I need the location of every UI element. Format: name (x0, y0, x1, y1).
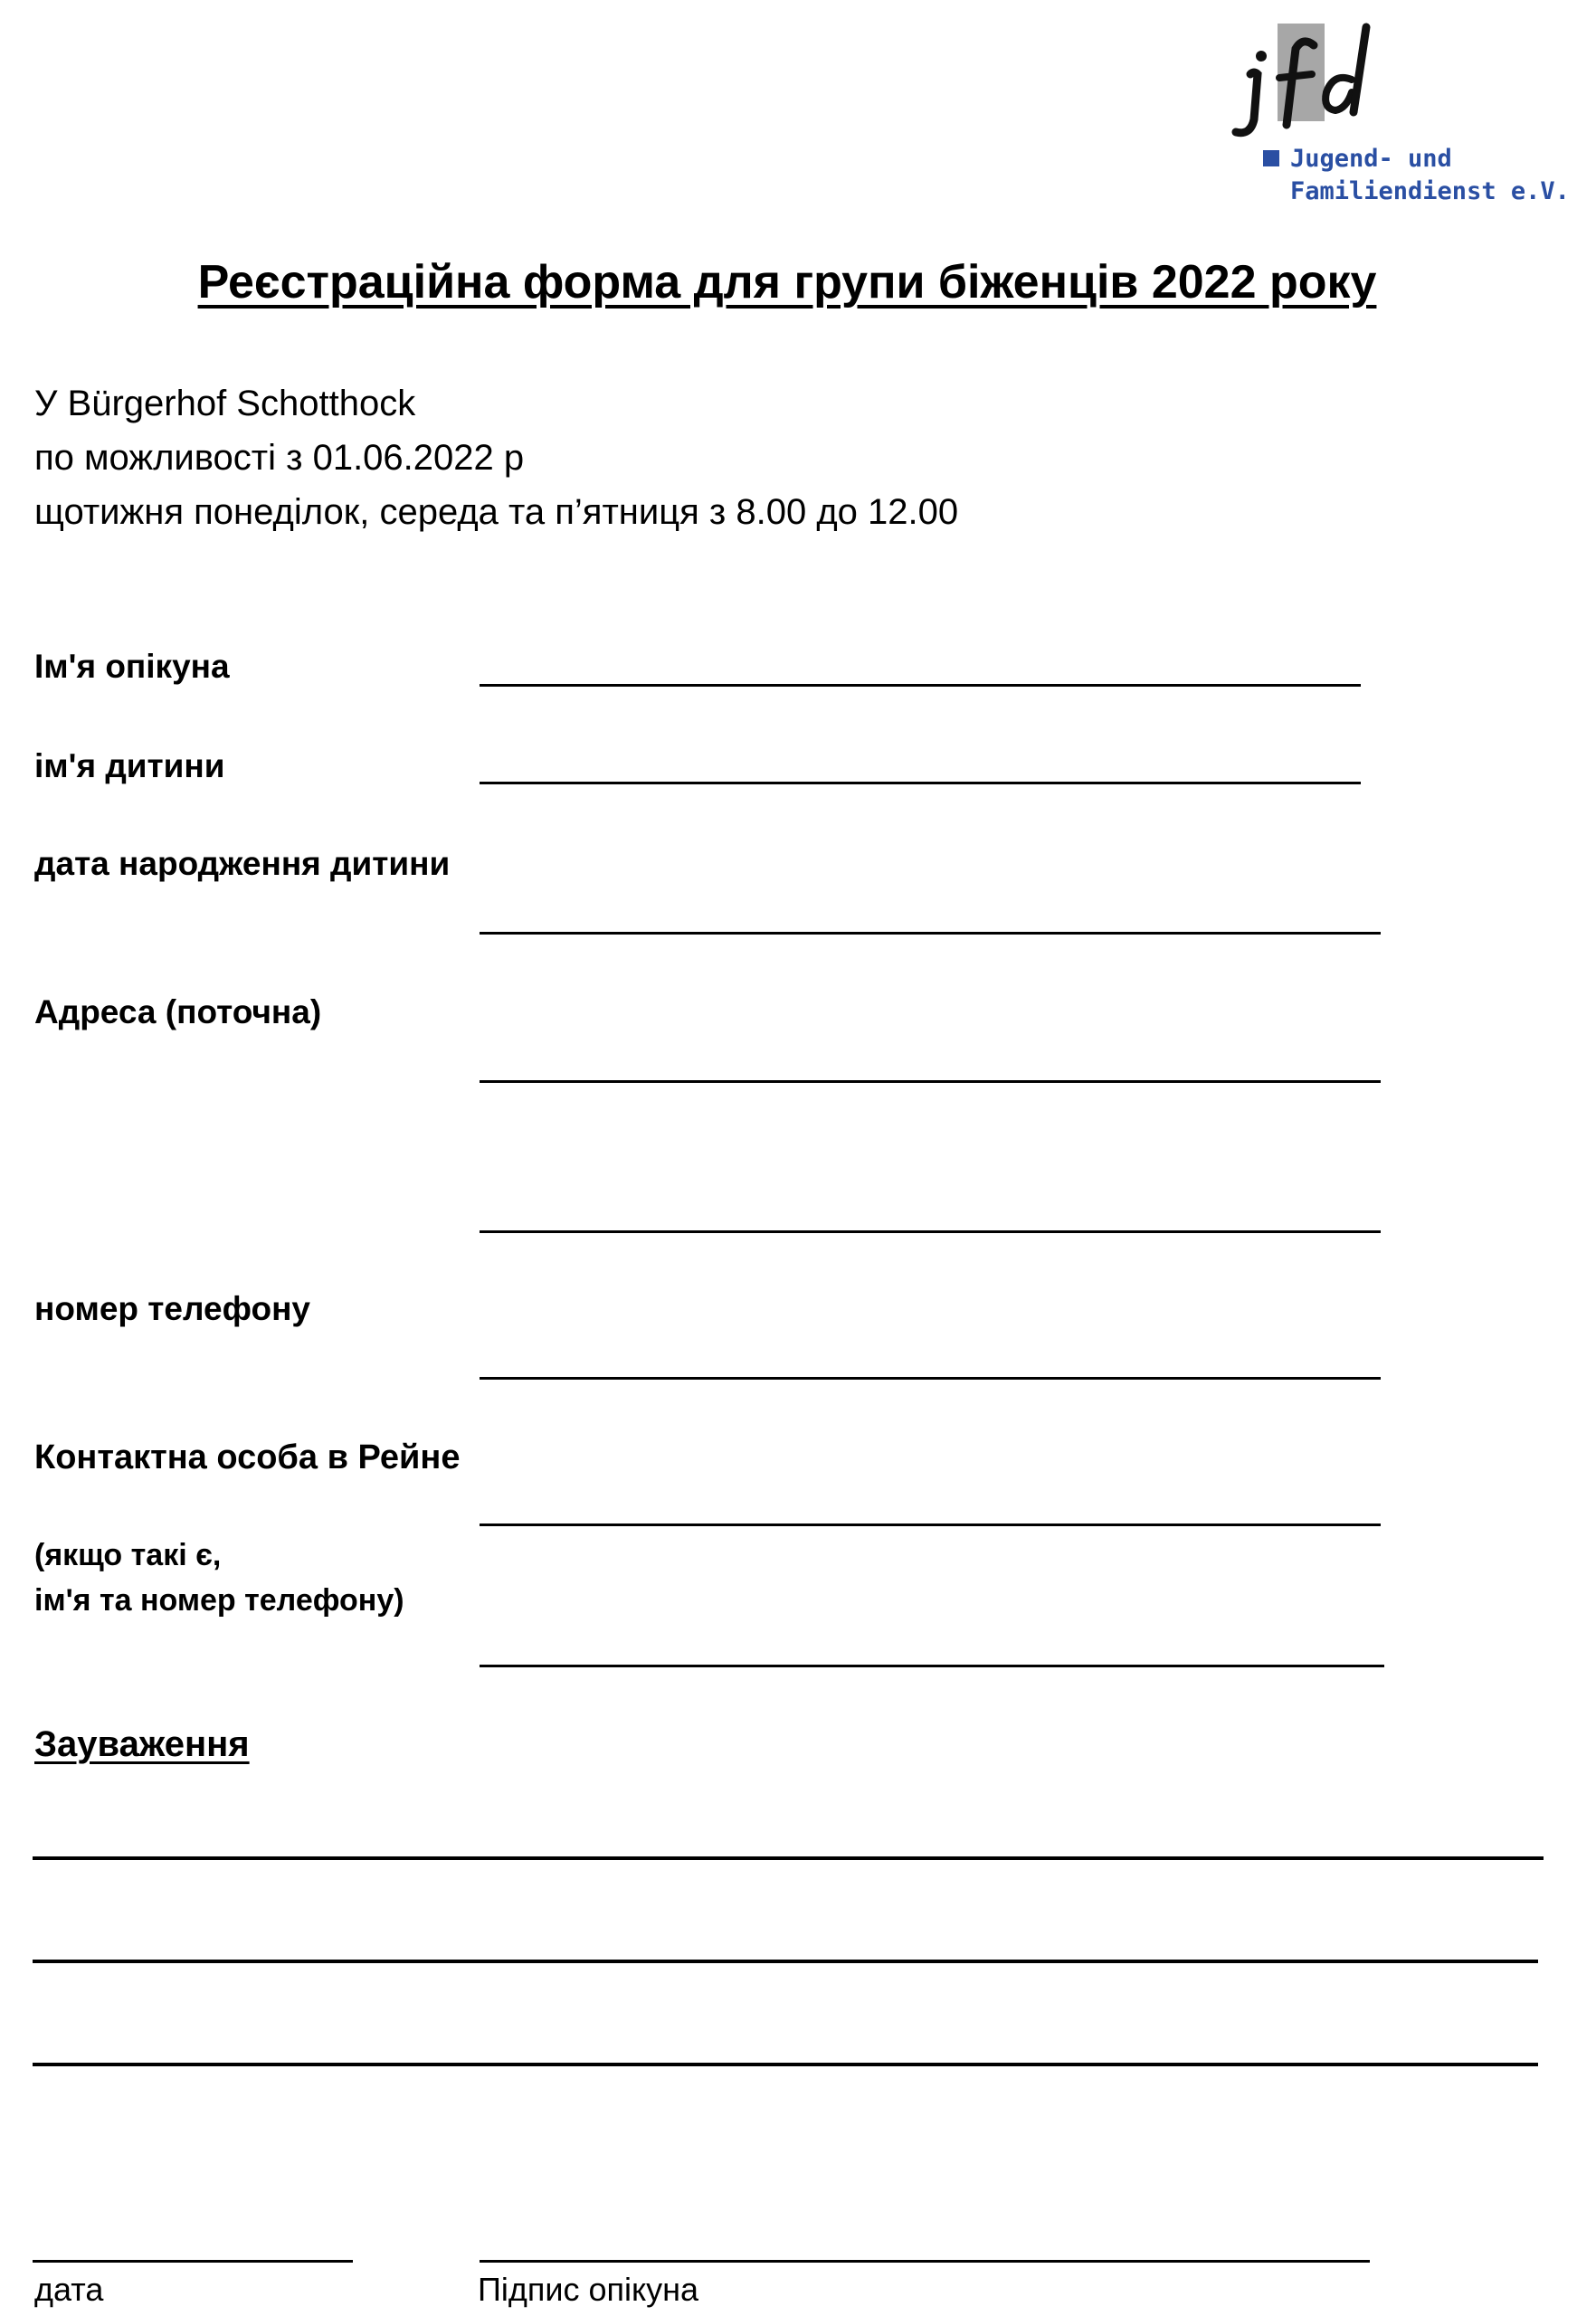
remarks-line-3[interactable] (33, 2063, 1538, 2066)
date-line[interactable] (33, 2260, 353, 2263)
intro-location: У Bürgerhof Schotthock (34, 384, 416, 423)
phone-label: номер телефону (34, 1290, 310, 1327)
date-label: дата (34, 2271, 104, 2308)
intro-schedule: щотижня понеділок, середа та п’ятниця з 8.00 до 12.00 (34, 492, 959, 532)
jfd-logo-mark (1230, 18, 1411, 145)
child-name-line[interactable] (480, 782, 1361, 784)
guardian-name-line[interactable] (480, 684, 1361, 687)
address-line-1[interactable] (480, 1080, 1381, 1083)
contact-note-line2: ім'я та номер телефону) (34, 1583, 404, 1618)
address-line-2[interactable] (480, 1230, 1381, 1233)
address-label: Адреса (поточна) (34, 993, 322, 1030)
intro-start-date: по можливості з 01.06.2022 р (34, 438, 525, 478)
logo-text-line2: Familiendienst e.V. (1290, 177, 1570, 205)
contact-note-line1: (якщо такі є, (34, 1538, 222, 1572)
child-name-label: ім'я дитини (34, 747, 225, 784)
remarks-line-2[interactable] (33, 1960, 1538, 1963)
child-birthdate-line[interactable] (480, 932, 1381, 935)
logo-text-line1: Jugend- und (1290, 145, 1452, 173)
contact-person-line-1[interactable] (480, 1523, 1381, 1526)
form-title: Реєстраційна форма для групи біженців 2022 року (197, 256, 1377, 308)
contact-person-line-2[interactable] (480, 1665, 1384, 1667)
logo-blue-square (1263, 150, 1279, 166)
signature-line[interactable] (480, 2260, 1370, 2263)
contact-person-label: Контактна особа в Рейне (34, 1438, 461, 1476)
phone-line[interactable] (480, 1377, 1381, 1380)
remarks-line-1[interactable] (33, 1856, 1544, 1860)
remarks-heading: Зауваження (34, 1724, 250, 1764)
signature-label: Підпис опікуна (478, 2271, 699, 2308)
guardian-name-label: Ім'я опікуна (34, 648, 230, 685)
child-birthdate-label: дата народження дитини (34, 845, 451, 882)
